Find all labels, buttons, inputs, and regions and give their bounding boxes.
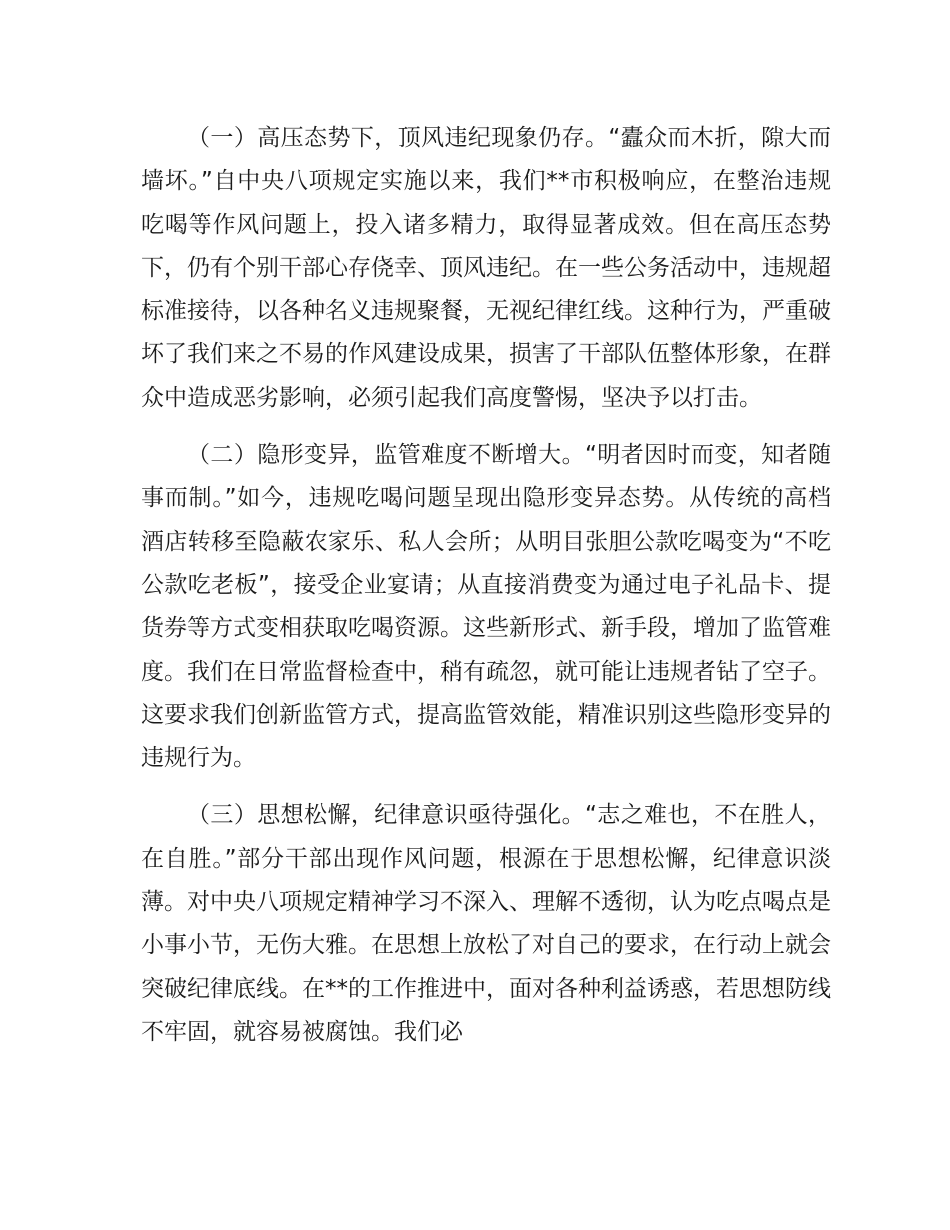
paragraph-section-3: （三）思想松懈，纪律意识亟待强化。“志之难也，不在胜人，在自胜。”部分干部出现作风问题，根源在于思想松懈，纪律意识淡薄。对中央八项规定精神学习不深入、理解不透彻，认为吃点喝点是小事小节，无伤大雅。在思想上放松了对自己的要求，在行动上就会突破纪律底线。在**的工作推进中，面对各种利益诱惑，若思想防线不牢固，就容易被腐蚀。我们必	[141, 802, 831, 1045]
paragraph-section-1: （一）高压态势下，顶风违纪现象仍存。“蠹众而木折，隙大而墙坏。”自中央八项规定实施以来，我们**市积极响应，在整治违规吃喝等作风问题上，投入诸多精力，取得显著成效。但在高压态势下，仍有个别干部心存侥幸、顶风违纪。在一些公务活动中，违规超标准接待，以各种名义违规聚餐，无视纪律红线。这种行为，严重破坏了我们来之不易的作风建设成果，损害了干部队伍整体形象，在群众中造成恶劣影响，必须引起我们高度警惕，坚决予以打击。	[141, 125, 831, 411]
document-body	[141, 117, 831, 1068]
paragraph-section-2: （二）隐形变异，监管难度不断增大。“明者因时而变，知者随事而制。”如今，违规吃喝问题呈现出隐形变异态势。从传统的高档酒店转移至隐蔽农家乐、私人会所；从明目张胆公款吃喝变为“不吃公款吃老板”，接受企业宴请；从直接消费变为通过电子礼品卡、提货券等方式变相获取吃喝资源。这些新形式、新手段，增加了监管难度。我们在日常监督检查中，稍有疏忽，就可能让违规者钻了空子。这要求我们创新监管方式，提高监管效能，精准识别这些隐形变异的违规行为。	[141, 442, 831, 772]
